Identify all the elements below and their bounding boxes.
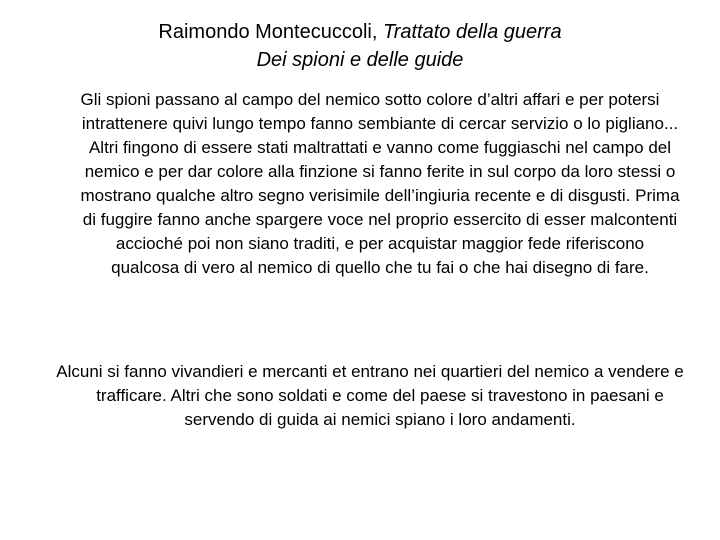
title-line-1 [0,18,720,46]
title-subtitle: Dei spioni e delle guide [256,49,464,71]
body-paragraph-2: Alcuni si fanno vivandieri e mercanti et entrano nei quartieri del nemico a vendere e trafficare. Altri che sono soldati e come del paese si travestono in paesani e servendo di guida ai nemici spiano i loro andamenti. [56,362,684,429]
slide-title [0,18,720,74]
body-paragraph-1: Gli spioni passano al campo del nemico sotto colore d’altri affari e per potersi intrattenere quivi lungo tempo fanno sembiante di cercar servizio o lo pigliano... Altri fingono di essere stati maltrattati e vanno come fuggiaschi nel campo del nemico e per dar colore alla finzione si fanno ferite in sul corpo da loro stessi o mostrano qualche altro segno verisimile dell’ingiuria recente e di disgusti. Prima di fuggire fanno anche spargere voce nel proprio essercito di esser malcontenti accioché poi non siano traditi, e per acquistar maggior fede riferiscono qualcosa di vero al nemico di quello che tu fai o che hai disegno di fare. [80,90,680,277]
title-work: Trattato della guerra [382,21,562,43]
title-author: Raimondo Montecuccoli, [158,21,383,43]
